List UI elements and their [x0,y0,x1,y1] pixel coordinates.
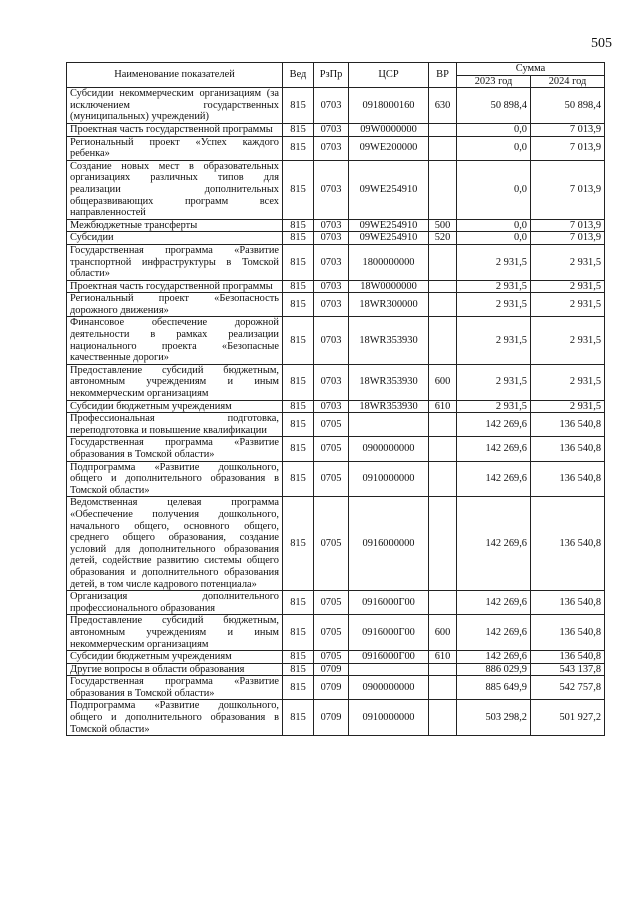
row-ved: 815 [283,700,314,736]
row-name: Субсидии бюджетным учреждениям [67,651,283,664]
row-vr [429,280,457,293]
row-csr: 0900000000 [349,676,429,700]
table-row [67,136,605,160]
row-rzpr: 0703 [314,136,349,160]
row-sum-2024: 542 757,8 [531,676,605,700]
row-vr [429,461,457,497]
row-sum-2023: 2 931,5 [457,244,531,280]
row-vr: 600 [429,364,457,400]
table-row [67,497,605,591]
header-rzpr: РзПр [314,63,349,88]
row-csr: 09WE254910 [349,160,429,219]
row-ved: 815 [283,413,314,437]
row-ved: 815 [283,219,314,232]
row-sum-2024: 7 013,9 [531,123,605,136]
row-name: Финансовое обеспечение дорожной деятельности в рамках реализации национального проекта «Безопасные качественные дороги» [67,317,283,364]
row-sum-2023: 886 029,9 [457,663,531,676]
table-row [67,280,605,293]
table-row [67,219,605,232]
row-name: Проектная часть государственной программы [67,123,283,136]
row-ved: 815 [283,88,314,124]
budget-table [66,62,605,736]
row-rzpr: 0703 [314,160,349,219]
row-vr: 500 [429,219,457,232]
row-csr: 0910000000 [349,700,429,736]
row-vr: 610 [429,651,457,664]
row-rzpr: 0703 [314,364,349,400]
row-sum-2023: 142 269,6 [457,461,531,497]
row-sum-2024: 543 137,8 [531,663,605,676]
row-sum-2023: 142 269,6 [457,437,531,461]
row-sum-2023: 142 269,6 [457,497,531,591]
row-sum-2023: 2 931,5 [457,293,531,317]
row-name: Государственная программа «Развитие транспортной инфраструктуры в Томской области» [67,244,283,280]
row-sum-2024: 136 540,8 [531,413,605,437]
row-name: Региональный проект «Безопасность дорожного движения» [67,293,283,317]
header-2024: 2024 год [531,75,605,88]
row-ved: 815 [283,160,314,219]
row-rzpr: 0705 [314,651,349,664]
row-name: Субсидии [67,232,283,245]
row-vr: 630 [429,88,457,124]
row-sum-2024: 136 540,8 [531,437,605,461]
row-csr: 09W0000000 [349,123,429,136]
page-number: 505 [591,36,612,51]
row-vr [429,293,457,317]
row-name: Региональный проект «Успех каждого ребенка» [67,136,283,160]
row-csr [349,663,429,676]
row-vr [429,413,457,437]
row-sum-2023: 2 931,5 [457,364,531,400]
row-ved: 815 [283,244,314,280]
row-ved: 815 [283,232,314,245]
row-rzpr: 0705 [314,413,349,437]
row-ved: 815 [283,136,314,160]
row-rzpr: 0705 [314,461,349,497]
row-csr: 09WE200000 [349,136,429,160]
row-csr: 09WE254910 [349,219,429,232]
row-sum-2024: 136 540,8 [531,615,605,651]
row-rzpr: 0709 [314,663,349,676]
row-sum-2023: 0,0 [457,219,531,232]
table-row [67,700,605,736]
row-sum-2024: 2 931,5 [531,293,605,317]
table-body [67,88,605,736]
row-ved: 815 [283,437,314,461]
row-rzpr: 0703 [314,280,349,293]
row-rzpr: 0703 [314,317,349,364]
table-row [67,232,605,245]
row-rzpr: 0709 [314,676,349,700]
row-name: Субсидии некоммерческим организациям (за исключением государственных (муниципальных) учреждений) [67,88,283,124]
row-ved: 815 [283,293,314,317]
row-vr [429,317,457,364]
row-vr [429,136,457,160]
row-vr: 520 [429,232,457,245]
row-name: Подпрограмма «Развитие дошкольного, общего и дополнительного образования в Томской области» [67,700,283,736]
row-sum-2024: 2 931,5 [531,244,605,280]
row-ved: 815 [283,591,314,615]
row-csr: 0900000000 [349,437,429,461]
row-vr [429,676,457,700]
row-csr: 0918000160 [349,88,429,124]
row-name: Организация дополнительного профессионального образования [67,591,283,615]
row-ved: 815 [283,317,314,364]
row-sum-2024: 2 931,5 [531,364,605,400]
row-sum-2023: 2 931,5 [457,280,531,293]
row-vr: 600 [429,615,457,651]
row-sum-2023: 0,0 [457,160,531,219]
row-sum-2023: 503 298,2 [457,700,531,736]
row-rzpr: 0703 [314,219,349,232]
row-rzpr: 0709 [314,700,349,736]
row-rzpr: 0703 [314,400,349,413]
row-name: Подпрограмма «Развитие дошкольного, общего и дополнительного образования в Томской области» [67,461,283,497]
row-csr: 18W0000000 [349,280,429,293]
row-vr [429,591,457,615]
header-vr: ВР [429,63,457,88]
row-sum-2024: 2 931,5 [531,280,605,293]
row-name: Другие вопросы в области образования [67,663,283,676]
row-name: Ведомственная целевая программа «Обеспечение получения дошкольного, начального общего, основного общего, среднего общего образования, создание условий для дополнительного образования детей, содействие развитию системы общего образования и дополнительного образования детей, в том числе кадрового потенциала» [67,497,283,591]
row-sum-2023: 50 898,4 [457,88,531,124]
table-row [67,123,605,136]
header-2023: 2023 год [457,75,531,88]
row-csr: 0916000Г00 [349,651,429,664]
row-sum-2023: 2 931,5 [457,400,531,413]
row-sum-2024: 7 013,9 [531,232,605,245]
row-sum-2023: 0,0 [457,232,531,245]
row-csr: 1800000000 [349,244,429,280]
row-sum-2023: 142 269,6 [457,413,531,437]
row-rzpr: 0703 [314,293,349,317]
row-rzpr: 0703 [314,244,349,280]
row-rzpr: 0703 [314,123,349,136]
row-sum-2024: 136 540,8 [531,497,605,591]
table-row [67,437,605,461]
row-name: Профессиональная подготовка, переподготовка и повышение квалификации [67,413,283,437]
row-rzpr: 0705 [314,591,349,615]
row-sum-2024: 7 013,9 [531,160,605,219]
table-row [67,615,605,651]
row-ved: 815 [283,364,314,400]
row-sum-2023: 2 931,5 [457,317,531,364]
row-name: Проектная часть государственной программы [67,280,283,293]
row-sum-2023: 142 269,6 [457,651,531,664]
row-sum-2023: 0,0 [457,136,531,160]
row-name: Предоставление субсидий бюджетным, автономным учреждениям и иным некоммерческим организациям [67,615,283,651]
row-csr: 0916000000 [349,497,429,591]
table-row [67,676,605,700]
row-name: Субсидии бюджетным учреждениям [67,400,283,413]
row-sum-2023: 0,0 [457,123,531,136]
row-vr [429,160,457,219]
row-ved: 815 [283,615,314,651]
row-sum-2023: 885 649,9 [457,676,531,700]
row-csr: 0916000Г00 [349,591,429,615]
row-name: Государственная программа «Развитие образования в Томской области» [67,676,283,700]
row-csr [349,413,429,437]
row-sum-2024: 136 540,8 [531,651,605,664]
table-row [67,88,605,124]
row-rzpr: 0705 [314,437,349,461]
table-row [67,651,605,664]
row-ved: 815 [283,280,314,293]
table-row [67,317,605,364]
row-ved: 815 [283,676,314,700]
row-ved: 815 [283,123,314,136]
table-row [67,400,605,413]
header-ved: Вед [283,63,314,88]
row-csr: 0916000Г00 [349,615,429,651]
row-name: Государственная программа «Развитие образования в Томской области» [67,437,283,461]
row-ved: 815 [283,400,314,413]
table-row [67,461,605,497]
table-row [67,663,605,676]
row-sum-2023: 142 269,6 [457,615,531,651]
table-row [67,413,605,437]
row-name: Создание новых мест в образовательных организациях различных типов для реализации дополнительных общеразвивающих программ всех направленностей [67,160,283,219]
row-sum-2023: 142 269,6 [457,591,531,615]
row-csr: 18WR300000 [349,293,429,317]
row-vr [429,700,457,736]
row-sum-2024: 501 927,2 [531,700,605,736]
row-vr: 610 [429,400,457,413]
row-vr [429,663,457,676]
header-name: Наименование показателей [67,63,283,88]
row-vr [429,123,457,136]
row-sum-2024: 136 540,8 [531,461,605,497]
row-rzpr: 0703 [314,232,349,245]
row-ved: 815 [283,651,314,664]
table-row [67,591,605,615]
row-ved: 815 [283,497,314,591]
table-row [67,160,605,219]
row-sum-2024: 50 898,4 [531,88,605,124]
row-sum-2024: 2 931,5 [531,317,605,364]
row-rzpr: 0703 [314,88,349,124]
table-row [67,293,605,317]
row-ved: 815 [283,663,314,676]
row-rzpr: 0705 [314,615,349,651]
row-sum-2024: 7 013,9 [531,219,605,232]
row-csr: 18WR353930 [349,364,429,400]
row-sum-2024: 2 931,5 [531,400,605,413]
row-ved: 815 [283,461,314,497]
header-csr: ЦСР [349,63,429,88]
row-sum-2024: 7 013,9 [531,136,605,160]
header-sum: Сумма [457,63,605,76]
row-rzpr: 0705 [314,497,349,591]
row-name: Межбюджетные трансферты [67,219,283,232]
row-csr: 18WR353930 [349,317,429,364]
table-row [67,364,605,400]
row-name: Предоставление субсидий бюджетным, автономным учреждениям и иным некоммерческим организациям [67,364,283,400]
row-vr [429,497,457,591]
row-sum-2024: 136 540,8 [531,591,605,615]
row-vr [429,437,457,461]
row-vr [429,244,457,280]
row-csr: 0910000000 [349,461,429,497]
row-csr: 09WE254910 [349,232,429,245]
row-csr: 18WR353930 [349,400,429,413]
table-row [67,244,605,280]
